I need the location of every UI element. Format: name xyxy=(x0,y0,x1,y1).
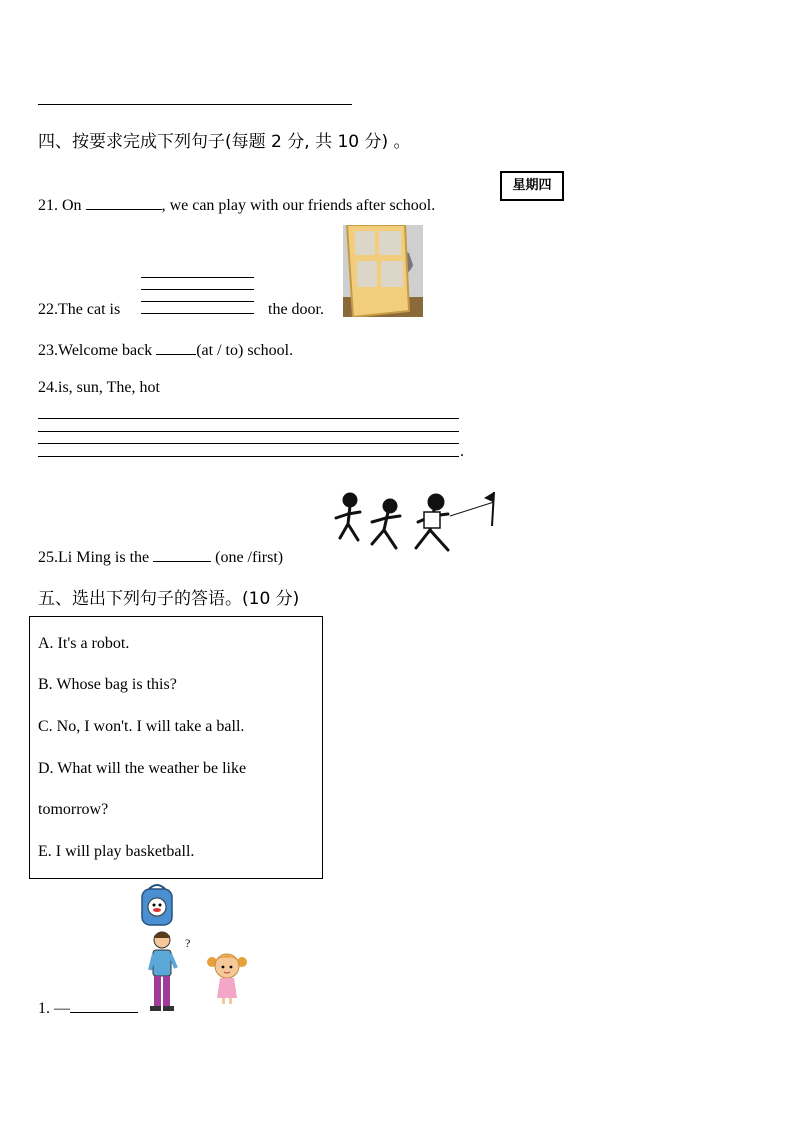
question-mark-bubble: ? xyxy=(185,936,191,950)
q25-blank[interactable] xyxy=(153,545,211,562)
section-5-title: 五、选出下列句子的答语。(10 分) xyxy=(38,589,300,609)
backpack-image xyxy=(139,883,175,927)
q22-line-4[interactable] xyxy=(141,313,254,314)
question-21 xyxy=(38,193,435,215)
q24-line-3[interactable] xyxy=(38,443,459,444)
q22-line-2 xyxy=(141,289,254,290)
option-d-continued: tomorrow? xyxy=(38,801,109,818)
running-race-image xyxy=(326,488,498,560)
q1-blank[interactable] xyxy=(70,996,138,1013)
question-23 xyxy=(38,338,293,360)
q21-after: , we can play with our friends after school. xyxy=(161,197,436,214)
q24-period: . xyxy=(460,443,464,460)
question-25 xyxy=(38,545,283,567)
q24-line-2[interactable] xyxy=(38,431,459,432)
door-cat-image xyxy=(343,225,423,317)
option-d: D. What will the weather be like xyxy=(38,760,247,777)
q24-line-4[interactable] xyxy=(38,456,459,457)
q23-after: (at / to) school. xyxy=(196,342,294,359)
q21-blank[interactable] xyxy=(86,193,162,210)
option-e: E. I will play basketball. xyxy=(38,843,195,860)
q1-prefix: 1. — xyxy=(38,1000,70,1017)
question-1 xyxy=(38,996,138,1018)
q24-prompt: 24.is, sun, The, hot xyxy=(38,379,160,396)
option-c: C. No, I won't. I will take a ball. xyxy=(38,718,245,735)
q23-blank[interactable] xyxy=(156,338,196,355)
q25-after: (one /first) xyxy=(215,549,284,566)
q22-line-3 xyxy=(141,301,254,302)
q21-before: On xyxy=(62,197,82,214)
option-b: B. Whose bag is this? xyxy=(38,676,177,693)
q22-after: the door. xyxy=(268,301,324,318)
q24-line-1[interactable] xyxy=(38,418,459,419)
option-a: A. It's a robot. xyxy=(38,635,130,652)
q25-before: 25.Li Ming is the xyxy=(38,549,150,566)
girl-image xyxy=(207,950,247,1006)
q22-line-1 xyxy=(141,277,254,278)
boy-image xyxy=(142,930,180,1012)
q23-before: 23.Welcome back xyxy=(38,342,153,359)
q21-number: 21. xyxy=(38,197,58,214)
top-rule xyxy=(38,104,352,105)
thursday-badge-text: 星期四 xyxy=(512,178,552,193)
thursday-badge xyxy=(500,171,564,201)
q22-before: 22.The cat is xyxy=(38,301,121,318)
answer-options-box xyxy=(29,616,323,879)
section-4-title: 四、按要求完成下列句子(每题 2 分, 共 10 分) 。 xyxy=(38,132,411,152)
